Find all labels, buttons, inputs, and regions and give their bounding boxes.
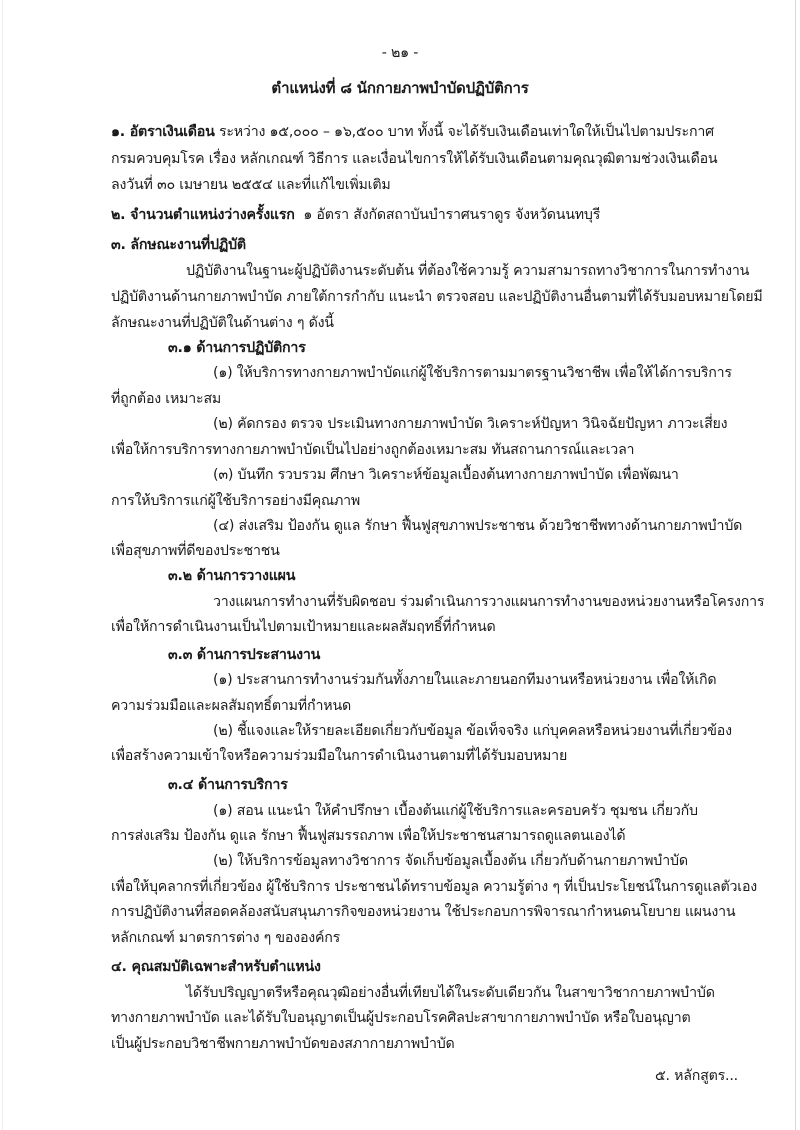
section-1-line-1: ๑. อัตราเงินเดือน ระหว่าง ๑๕,๐๐๐ – ๑๖,๕๐๐ บาท ทั้งนี้ จะได้รับเงินเดือนเท่าใดให้เป็นไปตามประกาศ — [111, 124, 714, 140]
subsection-3-4-item-1-line-2: การส่งเสริม ป้องกัน ดูแล รักษา ฟื้นฟูสมรรถภาพ เพื่อให้ประชาชนสามารถดูแลตนเองได้ — [111, 828, 626, 844]
section-4-line-2: ทางกายภาพบำบัด และได้รับใบอนุญาตเป็นผู้ประกอบโรคศิลปะสาขากายภาพบำบัด หรือใบอนุญาต — [111, 1010, 691, 1026]
subsection-3-1-item-2-line-2: เพื่อให้การบริการทางกายภาพบำบัดเป็นไปอย่างถูกต้องเหมาะสม ทันสถานการณ์และเวลา — [111, 442, 635, 458]
subsection-3-1-item-1-line-1: (๑) ให้บริการทางกายภาพบำบัดแก่ผู้ใช้บริการตามมาตรฐานวิชาชีพ เพื่อให้ได้การบริการ — [213, 365, 732, 381]
section-2-heading: ๒. จำนวนตำแหน่งว่างครั้งแรก — [111, 207, 295, 223]
subsection-3-1-item-3-line-2: การให้บริการแก่ผู้ใช้บริการอย่างมีคุณภาพ — [111, 493, 361, 509]
subsection-3-1-heading: ๓.๑ ด้านการปฏิบัติการ — [168, 340, 306, 356]
section-3-intro-3: ลักษณะงานที่ปฏิบัติในด้านต่าง ๆ ดังนี้ — [111, 315, 334, 331]
section-3-intro-2: ปฏิบัติงานด้านกายภาพบำบัด ภายใต้การกำกับ แนะนำ ตรวจสอบ และปฏิบัติงานอื่นตามที่ได้รับมอบหมายโดยมี — [111, 289, 763, 305]
subsection-3-4-item-2-line-3: การปฏิบัติงานที่สอดคล้องสนับสนุนภารกิจของหน่วยงาน ใช้ประกอบการพิจารณากำหนดนโยบาย แผนงาน — [111, 904, 736, 920]
page-number: - ๒๑ - — [381, 45, 419, 61]
scan-edge-right — [795, 0, 796, 1130]
subsection-3-4-heading: ๓.๔ ด้านการบริการ — [168, 777, 288, 793]
subsection-3-2-line-2: เพื่อให้การดำเนินงานเป็นไปตามเป้าหมายและผลสัมฤทธิ์ที่กำหนด — [111, 619, 496, 635]
section-4-heading: ๔. คุณสมบัติเฉพาะสำหรับตำแหน่ง — [111, 959, 321, 975]
subsection-3-1-item-4-line-2: เพื่อสุขภาพที่ดีของประชาชน — [111, 543, 280, 559]
subsection-3-4-item-2-line-1: (๒) ให้บริการข้อมูลทางวิชาการ จัดเก็บข้อมูลเบื้องต้น เกี่ยวกับด้านกายภาพบำบัด — [213, 853, 688, 869]
page-title: ตำแหน่งที่ ๘ นักกายภาพบำบัดปฏิบัติการ — [271, 79, 529, 97]
section-3-intro-1: ปฏิบัติงานในฐานะผู้ปฏิบัติงานระดับต้น ที่ต้องใช้ความรู้ ความสามารถทางวิชาการในการทำงาน — [186, 263, 750, 279]
subsection-3-3-heading: ๓.๓ ด้านการประสานงาน — [168, 647, 321, 663]
subsection-3-4-item-2-line-2: เพื่อให้บุคลากรที่เกี่ยวข้อง ผู้ใช้บริการ ประชาชนได้ทราบข้อมูล ความรู้ต่าง ๆ ที่เป็นประโยชน์ในการดูแลตัวเอง — [111, 879, 758, 895]
section-4-line-1: ได้รับปริญญาตรีหรือคุณวุฒิอย่างอื่นที่เทียบได้ในระดับเดียวกัน ในสาขาวิชากายภาพบำบัด — [186, 985, 715, 1001]
subsection-3-4-item-2-line-4: หลักเกณฑ์ มาตรการต่าง ๆ ขององค์กร — [111, 930, 341, 946]
scan-edge-left — [2, 0, 3, 1130]
section-4-line-3: เป็นผู้ประกอบวิชาชีพกายภาพบำบัดของสภากายภาพบำบัด — [111, 1036, 455, 1052]
subsection-3-3-item-1-line-1: (๑) ประสานการทำงานร่วมกันทั้งภายในและภายนอกทีมงานหรือหน่วยงาน เพื่อให้เกิด — [213, 672, 717, 688]
subsection-3-1-item-1-line-2: ที่ถูกต้อง เหมาะสม — [111, 391, 222, 407]
subsection-3-2-heading: ๓.๒ ด้านการวางแผน — [168, 568, 296, 584]
section-2-line: ๒. จำนวนตำแหน่งว่างครั้งแรก ๑ อัตรา สังกัดสถาบันบำราศนราดูร จังหวัดนนทบุรี — [111, 207, 601, 223]
section-1-line-3: ลงวันที่ ๓๐ เมษายน ๒๕๕๔ และที่แก้ไขเพิ่มเติม — [111, 177, 391, 193]
subsection-3-4-item-1-line-1: (๑) สอน แนะนำ ให้คำปรึกษา เบื้องต้นแก่ผู้ใช้บริการและครอบครัว ชุมชน เกี่ยวกับ — [213, 803, 698, 819]
continuation-marker: ๕. หลักสูตร... — [654, 1068, 738, 1084]
section-1-line-2: กรมควบคุมโรค เรื่อง หลักเกณฑ์ วิธีการ และเงื่อนไขการให้ได้รับเงินเดือนตามคุณวุฒิตามช่วงเงินเดือน — [111, 151, 718, 167]
subsection-3-1-item-4-line-1: (๔) ส่งเสริม ป้องกัน ดูแล รักษา ฟื้นฟูสุขภาพประชาชน ด้วยวิชาชีพทางด้านกายภาพบำบัด — [213, 518, 743, 534]
subsection-3-3-item-2-line-2: เพื่อสร้างความเข้าใจหรือความร่วมมือในการดำเนินงานตามที่ได้รับมอบหมาย — [111, 748, 568, 764]
subsection-3-2-line-1: วางแผนการทำงานที่รับผิดชอบ ร่วมดำเนินการวางแผนการทำงานของหน่วยงานหรือโครงการ — [213, 594, 765, 610]
section-1-heading: ๑. อัตราเงินเดือน — [111, 124, 215, 140]
subsection-3-1-item-3-line-1: (๓) บันทึก รวบรวม ศึกษา วิเคราะห์ข้อมูลเบื้องต้นทางกายภาพบำบัด เพื่อพัฒนา — [213, 467, 679, 483]
subsection-3-3-item-2-line-1: (๒) ชี้แจงและให้รายละเอียดเกี่ยวกับข้อมูล ข้อเท็จจริง แก่บุคคลหรือหน่วยงานที่เกี่ยวข้อง — [213, 723, 732, 739]
subsection-3-1-item-2-line-1: (๒) คัดกรอง ตรวจ ประเมินทางกายภาพบำบัด วิเคราะห์ปัญหา วินิจฉัยปัญหา ภาวะเสี่ยง — [213, 416, 728, 432]
subsection-3-3-item-1-line-2: ความร่วมมือและผลสัมฤทธิ์ตามที่กำหนด — [111, 698, 351, 714]
section-3-heading: ๓. ลักษณะงานที่ปฏิบัติ — [111, 237, 246, 253]
